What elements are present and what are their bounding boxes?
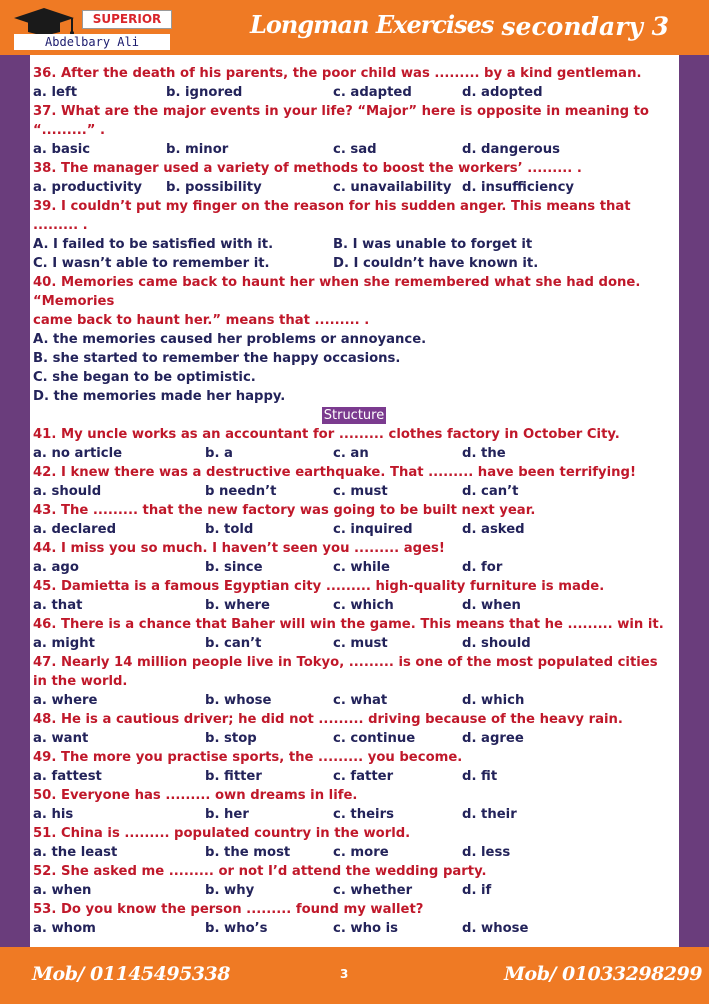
option: b needn’t <box>205 484 277 499</box>
question-text-continued: in the world. <box>33 674 128 689</box>
options-row <box>33 235 675 254</box>
option: a. where <box>33 693 98 708</box>
option: d. whose <box>462 921 529 936</box>
option: b. told <box>205 522 254 537</box>
section-heading: Structure <box>323 408 385 423</box>
options-row <box>33 843 675 862</box>
options-row <box>33 919 675 938</box>
option: d. asked <box>462 522 525 537</box>
option: a. might <box>33 636 95 651</box>
option: c. must <box>333 636 388 651</box>
question-text-continued: came back to haunt her.” means that ......... . <box>33 313 370 328</box>
question-text: 42. I knew there was a destructive earthquake. That ......... have been terrifying! <box>33 465 636 480</box>
level-title: secondary 3 <box>501 12 669 41</box>
logo-bottom-label: Abdelbary Ali <box>14 34 170 50</box>
option: b. stop <box>205 731 257 746</box>
option: a. fattest <box>33 769 102 784</box>
page-title: Longman Exercises <box>250 10 494 39</box>
option: d. dangerous <box>462 142 560 157</box>
option: c. more <box>333 845 389 860</box>
option: d. their <box>462 807 517 822</box>
right-border <box>679 55 709 947</box>
option: c. what <box>333 693 388 708</box>
question-text-continued: “Memories <box>33 294 115 309</box>
option: b. since <box>205 560 263 575</box>
question-text: 38. The manager used a variety of methods to boost the workers’ ......... . <box>33 161 582 176</box>
options-row <box>33 729 675 748</box>
options-row <box>33 805 675 824</box>
options-row <box>33 558 675 577</box>
question-text: 46. There is a chance that Baher will win the game. This means that he ......... win it. <box>33 617 664 632</box>
option: d. insufficiency <box>462 180 574 195</box>
option: C. I wasn’t able to remember it. <box>33 256 270 271</box>
question-text: 49. The more you practise sports, the ......... you become. <box>33 750 463 765</box>
option: d. which <box>462 693 525 708</box>
left-border <box>0 55 30 947</box>
option: c. who is <box>333 921 399 936</box>
question-text-continued: “.........” . <box>33 123 106 138</box>
page-number: 3 <box>340 967 349 981</box>
options-row <box>33 178 675 197</box>
option: a. no article <box>33 446 123 461</box>
option: a. left <box>33 85 78 100</box>
question-text: 52. She asked me ......... or not I’d attend the wedding party. <box>33 864 487 879</box>
question-list <box>33 64 675 938</box>
question-text: 40. Memories came back to haunt her when she remembered what she had done. <box>33 275 641 290</box>
option: c. must <box>333 484 388 499</box>
option: B. I was unable to forget it <box>333 237 533 252</box>
options-row <box>33 83 675 102</box>
graduation-cap-icon <box>8 6 80 36</box>
question-text: 48. He is a cautious driver; he did not ......... driving because of the heavy rain. <box>33 712 623 727</box>
options-row <box>33 520 675 539</box>
question-text-continued: ......... . <box>33 218 88 233</box>
option: c. whether <box>333 883 413 898</box>
option: b. can’t <box>205 636 262 651</box>
option: c. fatter <box>333 769 394 784</box>
logo <box>6 6 172 50</box>
options-row <box>33 444 675 463</box>
option: b. the most <box>205 845 291 860</box>
question-text: 45. Damietta is a famous Egyptian city ......... high-quality furniture is made. <box>33 579 605 594</box>
option: b. where <box>205 598 271 613</box>
option: a. that <box>33 598 83 613</box>
question-text: 51. China is ......... populated country in the world. <box>33 826 411 841</box>
option: A. the memories caused her problems or annoyance. <box>33 332 427 347</box>
option: b. her <box>205 807 249 822</box>
options-row <box>33 596 675 615</box>
logo-top-label: SUPERIOR <box>82 10 172 29</box>
option: C. she began to be optimistic. <box>33 370 256 385</box>
options-row <box>33 691 675 710</box>
option: D. the memories made her happy. <box>33 389 286 404</box>
option: d. when <box>462 598 521 613</box>
option: a. the least <box>33 845 118 860</box>
option: c. which <box>333 598 394 613</box>
page-header <box>0 0 709 55</box>
option: c. sad <box>333 142 377 157</box>
option: d. can’t <box>462 484 519 499</box>
option: c. while <box>333 560 390 575</box>
option: b. a <box>205 446 233 461</box>
option: d. should <box>462 636 531 651</box>
options-row <box>33 140 675 159</box>
option: a. ago <box>33 560 79 575</box>
option: b. minor <box>166 142 229 157</box>
option: d. adopted <box>462 85 543 100</box>
options-row <box>33 482 675 501</box>
options-row <box>33 767 675 786</box>
question-text: 36. After the death of his parents, the poor child was ......... by a kind gentleman. <box>33 66 642 81</box>
question-text: 44. I miss you so much. I haven’t seen you ......... ages! <box>33 541 445 556</box>
option: a. when <box>33 883 92 898</box>
worksheet-content <box>30 55 679 947</box>
option: a. should <box>33 484 102 499</box>
question-text: 37. What are the major events in your life? “Major” here is opposite in meaning to <box>33 104 649 119</box>
option: b. fitter <box>205 769 262 784</box>
option: b. whose <box>205 693 272 708</box>
options-row <box>33 881 675 900</box>
options-row <box>33 634 675 653</box>
option: b. why <box>205 883 255 898</box>
question-text: 39. I couldn’t put my finger on the reason for his sudden anger. This means that <box>33 199 631 214</box>
option: B. she started to remember the happy occasions. <box>33 351 401 366</box>
option: b. who’s <box>205 921 268 936</box>
section-heading-row <box>33 406 675 425</box>
option: d. for <box>462 560 503 575</box>
options-row <box>33 254 675 273</box>
option: d. the <box>462 446 506 461</box>
option: c. continue <box>333 731 416 746</box>
mobile-number-right: Mob/ 01033298299 <box>504 963 702 985</box>
option: a. whom <box>33 921 96 936</box>
option: b. ignored <box>166 85 243 100</box>
question-text: 53. Do you know the person ......... found my wallet? <box>33 902 424 917</box>
option: b. possibility <box>166 180 262 195</box>
option: c. adapted <box>333 85 412 100</box>
option: a. want <box>33 731 89 746</box>
option: a. declared <box>33 522 117 537</box>
question-text: 50. Everyone has ......... own dreams in life. <box>33 788 358 803</box>
option: a. basic <box>33 142 91 157</box>
option: d. fit <box>462 769 498 784</box>
option: c. unavailability <box>333 180 452 195</box>
option: c. inquired <box>333 522 413 537</box>
question-text: 47. Nearly 14 million people live in Tokyo, ......... is one of the most populated cities <box>33 655 658 670</box>
option: c. an <box>333 446 369 461</box>
option: a. productivity <box>33 180 142 195</box>
option: d. less <box>462 845 511 860</box>
option: c. theirs <box>333 807 394 822</box>
option: D. I couldn’t have known it. <box>333 256 539 271</box>
option: A. I failed to be satisfied with it. <box>33 237 274 252</box>
option: d. if <box>462 883 492 898</box>
option: a. his <box>33 807 74 822</box>
option: d. agree <box>462 731 524 746</box>
question-text: 41. My uncle works as an accountant for ......... clothes factory in October City. <box>33 427 620 442</box>
page-footer <box>0 947 709 1004</box>
question-text: 43. The ......... that the new factory was going to be built next year. <box>33 503 536 518</box>
mobile-number-left: Mob/ 01145495338 <box>32 963 230 985</box>
